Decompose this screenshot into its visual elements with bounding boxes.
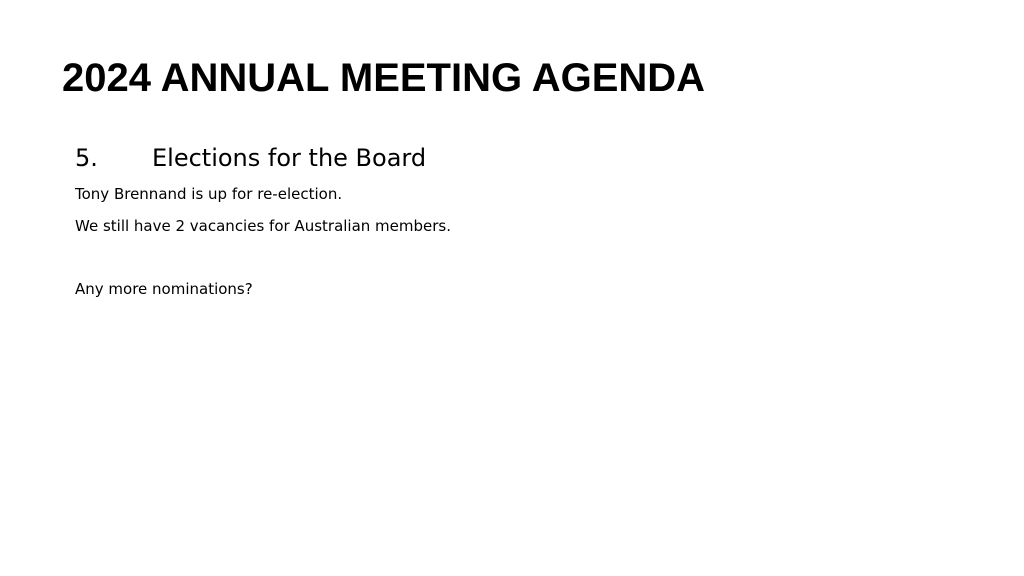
nominations-question: Any more nominations? bbox=[75, 280, 253, 298]
agenda-item-title: Elections for the Board bbox=[152, 144, 427, 172]
re-election-note: Tony Brennand is up for re-election. bbox=[75, 185, 343, 203]
slide-title: 2024 ANNUAL MEETING AGENDA bbox=[62, 56, 706, 100]
slide-body bbox=[75, 138, 975, 305]
agenda-item-number: 5. bbox=[75, 144, 98, 172]
vacancies-note: We still have 2 vacancies for Australian members. bbox=[75, 217, 452, 235]
agenda-item-heading bbox=[75, 138, 975, 178]
